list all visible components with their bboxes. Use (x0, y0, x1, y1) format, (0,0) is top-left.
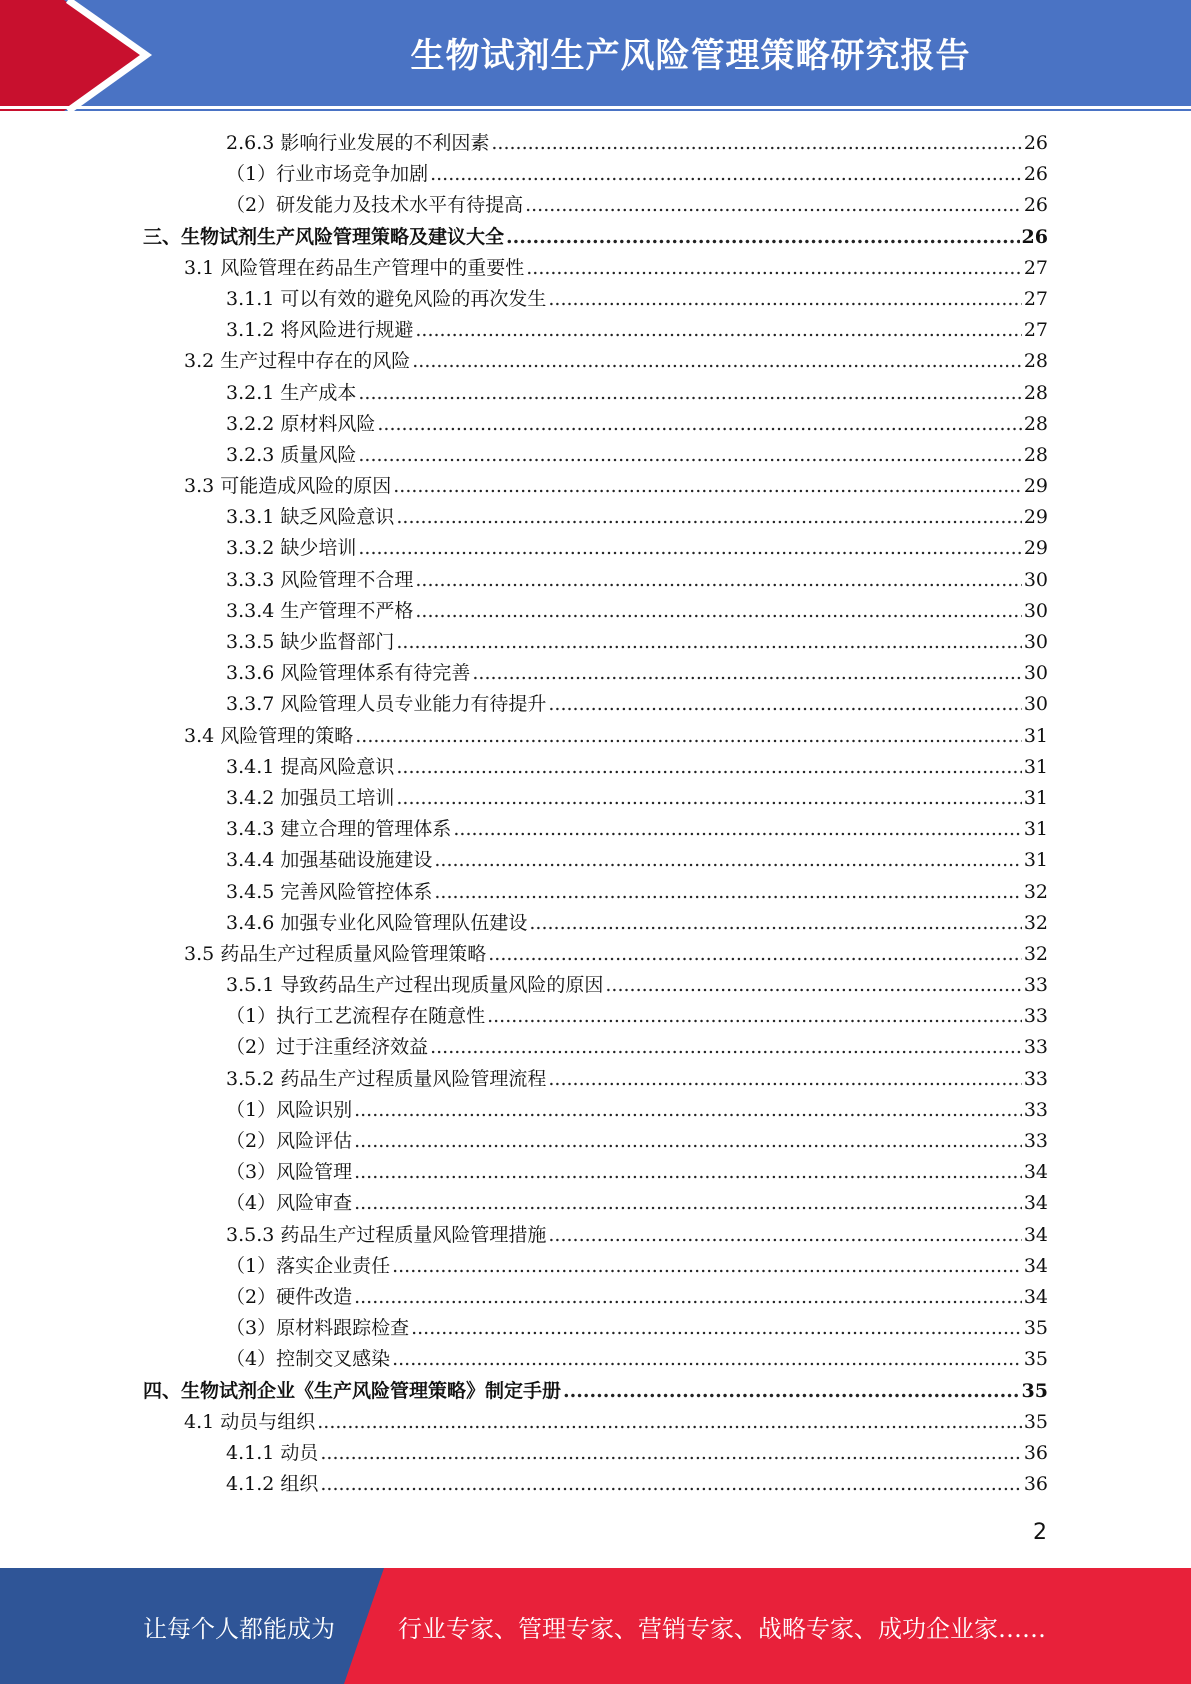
toc-entry[interactable] (143, 409, 1048, 440)
toc-entry-page: 32 (1023, 880, 1048, 903)
toc-entry-title: 组织 (280, 1473, 319, 1496)
toc-dot-leader (548, 284, 1021, 315)
toc-entry-page: 34 (1023, 1223, 1048, 1246)
toc-entry-title: （1）执行工艺流程存在随意性 (226, 1005, 486, 1028)
toc-entry-page: 30 (1023, 631, 1048, 653)
toc-entry-page: 26 (1023, 132, 1048, 154)
toc-dot-leader (393, 471, 1022, 502)
toc-entry[interactable] (143, 315, 1048, 346)
toc-entry-number: 3.4.1 (226, 755, 275, 778)
toc-entry-page: 28 (1023, 350, 1048, 373)
toc-entry[interactable] (143, 346, 1048, 377)
toc-entry-title: 完善风险管控体系 (280, 880, 433, 903)
toc-entry-page: 31 (1023, 755, 1048, 778)
toc-entry[interactable] (143, 877, 1048, 908)
footer-slogan-left: 让每个人都能成为 (143, 1614, 335, 1643)
toc-entry[interactable] (143, 128, 1048, 159)
toc-entry-page: 29 (1023, 475, 1048, 498)
toc-entry[interactable] (143, 440, 1048, 471)
toc-dot-leader (355, 721, 1022, 752)
toc-entry[interactable] (143, 1064, 1048, 1095)
toc-dot-leader (525, 190, 1022, 221)
toc-entry[interactable] (143, 721, 1048, 752)
toc-entry-number: 3.4.4 (226, 849, 275, 872)
toc-dot-leader (434, 845, 1021, 876)
toc-dot-leader (415, 565, 1021, 596)
toc-entry-title: 动员与组织 (220, 1410, 316, 1433)
toc-entry-page: 27 (1023, 256, 1048, 279)
toc-entry[interactable] (143, 1126, 1048, 1157)
toc-entry-title: 缺少培训 (280, 537, 357, 560)
toc-entry-title: 原材料风险 (280, 412, 376, 435)
toc-entry-page: 26 (1023, 163, 1048, 186)
toc-entry-number: 3.5 (184, 942, 215, 965)
toc-dot-leader (453, 814, 1021, 845)
toc-entry-title: 提高风险意识 (280, 755, 395, 778)
toc-entry-page: 34 (1023, 1285, 1048, 1308)
toc-entry-number: 3.2.3 (226, 443, 275, 466)
toc-entry-number: 3.3.5 (226, 631, 275, 653)
toc-entry[interactable] (143, 1344, 1048, 1375)
toc-entry-page: 33 (1023, 1098, 1048, 1121)
table-of-contents (143, 128, 1048, 1500)
toc-entry-title: 生产成本 (280, 381, 357, 404)
toc-entry[interactable] (143, 565, 1048, 596)
toc-entry[interactable] (143, 533, 1048, 564)
toc-entry-page: 30 (1023, 662, 1048, 685)
toc-entry-number: 3.1 (184, 256, 215, 279)
toc-entry-page: 34 (1023, 1161, 1048, 1184)
toc-entry-page: 31 (1023, 724, 1048, 747)
toc-entry-number: 2.6.3 (226, 132, 275, 154)
toc-entry-title: 风险管理在药品生产管理中的重要性 (220, 256, 525, 279)
toc-dot-leader (354, 1188, 1022, 1219)
toc-entry-number: 3.5.1 (226, 974, 275, 997)
toc-entry[interactable] (143, 1251, 1048, 1282)
toc-entry-title: 导致药品生产过程出现质量风险的原因 (280, 974, 604, 997)
toc-entry-page: 34 (1023, 1254, 1048, 1277)
toc-entry-title: （2）风险评估 (226, 1130, 353, 1152)
toc-entry-title: 风险管理不合理 (280, 568, 414, 591)
toc-dot-leader (430, 1032, 1022, 1063)
toc-dot-leader (396, 752, 1021, 783)
toc-entry[interactable] (143, 596, 1048, 627)
toc-entry-page: 35 (1023, 1410, 1048, 1433)
toc-dot-leader (358, 440, 1021, 471)
toc-entry[interactable] (143, 253, 1048, 284)
toc-dot-leader (396, 502, 1021, 533)
toc-dot-leader (354, 1282, 1022, 1313)
toc-dot-leader (358, 378, 1021, 409)
toc-dot-leader (548, 1220, 1021, 1251)
toc-entry[interactable] (143, 1095, 1048, 1126)
toc-dot-leader (563, 1376, 1020, 1407)
toc-entry-page: 30 (1023, 693, 1048, 716)
toc-entry-title: （2）过于注重经济效益 (226, 1036, 429, 1059)
toc-entry-title: 质量风险 (280, 443, 357, 466)
toc-entry-title: 动员 (280, 1441, 319, 1464)
toc-entry[interactable] (143, 1282, 1048, 1313)
toc-entry-page: 33 (1023, 1130, 1048, 1152)
toc-entry-page: 31 (1023, 786, 1048, 809)
toc-entry[interactable] (143, 1376, 1048, 1407)
toc-entry-page: 32 (1023, 942, 1048, 965)
toc-dot-leader (396, 627, 1021, 658)
toc-dot-leader (472, 658, 1021, 689)
toc-entry[interactable] (143, 378, 1048, 409)
toc-dot-leader (526, 253, 1022, 284)
toc-entry[interactable] (143, 1157, 1048, 1188)
toc-entry[interactable] (143, 814, 1048, 845)
report-title: 生物试剂生产风险管理策略研究报告 (410, 35, 971, 76)
toc-entry-title: 风险管理的策略 (220, 724, 354, 747)
toc-entry[interactable] (143, 1407, 1048, 1438)
toc-entry-page: 27 (1023, 319, 1048, 342)
toc-entry[interactable] (143, 627, 1048, 658)
toc-entry[interactable] (143, 970, 1048, 1001)
toc-entry-page: 26 (1023, 194, 1048, 217)
toc-entry-page: 34 (1023, 1192, 1048, 1215)
toc-entry-number: 4.1.1 (226, 1441, 275, 1464)
toc-entry-number: 3.1.1 (226, 287, 275, 310)
toc-entry-page: 28 (1023, 443, 1048, 466)
toc-entry-title: （3）原材料跟踪检查 (226, 1317, 410, 1340)
toc-entry[interactable] (143, 1438, 1048, 1469)
toc-entry-title: 建立合理的管理体系 (280, 818, 452, 841)
toc-entry-title: （1）风险识别 (226, 1098, 353, 1121)
toc-entry-title: 药品生产过程质量风险管理策略 (220, 942, 487, 965)
toc-entry-page: 26 (1021, 225, 1048, 248)
toc-entry-title: 生产管理不严格 (280, 599, 414, 622)
toc-entry[interactable] (143, 284, 1048, 315)
toc-entry-page: 36 (1023, 1473, 1048, 1496)
toc-entry-page: 27 (1023, 287, 1048, 310)
toc-entry-title: 缺少监督部门 (280, 631, 395, 653)
toc-entry-number: 3.3.1 (226, 506, 275, 529)
page-number: 2 (1033, 1520, 1047, 1545)
toc-entry-title: 生产过程中存在的风险 (220, 350, 411, 373)
toc-entry-title: 加强员工培训 (280, 786, 395, 809)
toc-entry-title: 风险管理体系有待完善 (280, 662, 471, 685)
toc-entry-page: 33 (1023, 1005, 1048, 1028)
toc-entry-title: 加强基础设施建设 (280, 849, 433, 872)
toc-dot-leader (415, 596, 1021, 627)
toc-dot-leader (488, 939, 1022, 970)
toc-entry[interactable] (143, 471, 1048, 502)
toc-entry[interactable] (143, 939, 1048, 970)
toc-entry-title: 四、生物试剂企业《生产风险管理策略》制定手册 (143, 1379, 562, 1402)
toc-entry-title: 药品生产过程质量风险管理流程 (280, 1067, 547, 1090)
toc-dot-leader (529, 908, 1021, 939)
toc-entry-title: 影响行业发展的不利因素 (280, 132, 490, 154)
toc-entry-number: 3.2 (184, 350, 215, 373)
toc-entry-number: 3.5.3 (226, 1223, 275, 1246)
toc-entry[interactable] (143, 502, 1048, 533)
toc-entry-page: 35 (1023, 1348, 1048, 1371)
toc-entry[interactable] (143, 1220, 1048, 1251)
toc-dot-leader (605, 970, 1021, 1001)
toc-entry-title: （2）研发能力及技术水平有待提高 (226, 194, 524, 217)
toc-entry[interactable] (143, 1469, 1048, 1500)
toc-entry[interactable] (143, 908, 1048, 939)
footer-slogan-right: 行业专家、管理专家、营销专家、战略专家、成功企业家…… (398, 1614, 1046, 1643)
toc-dot-leader (548, 689, 1021, 720)
toc-entry-number: 3.1.2 (226, 319, 275, 342)
toc-entry[interactable] (143, 752, 1048, 783)
toc-entry-page: 31 (1023, 818, 1048, 841)
toc-entry[interactable] (143, 159, 1048, 190)
toc-entry-page: 30 (1023, 568, 1048, 591)
toc-entry-title: （3）风险管理 (226, 1161, 353, 1184)
toc-entry-title: 缺乏风险意识 (280, 506, 395, 529)
toc-dot-leader (491, 128, 1021, 159)
toc-entry-page: 32 (1023, 911, 1048, 934)
toc-entry-number: 3.2.1 (226, 381, 275, 404)
toc-entry[interactable] (143, 222, 1048, 253)
toc-entry-title: （1）落实企业责任 (226, 1254, 391, 1277)
toc-entry-page: 30 (1023, 599, 1048, 622)
toc-entry-title: （4）风险审查 (226, 1192, 353, 1215)
toc-entry-page: 35 (1021, 1379, 1048, 1402)
toc-dot-leader (506, 222, 1020, 253)
toc-entry-title: 三、生物试剂生产风险管理策略及建议大全 (143, 225, 505, 248)
toc-dot-leader (412, 346, 1022, 377)
toc-dot-leader (354, 1157, 1022, 1188)
toc-entry[interactable] (143, 1313, 1048, 1344)
toc-entry[interactable] (143, 190, 1048, 221)
toc-dot-leader (392, 1344, 1022, 1375)
toc-entry-number: 3.4.5 (226, 880, 275, 903)
toc-dot-leader (317, 1407, 1022, 1438)
toc-entry-page: 33 (1023, 974, 1048, 997)
toc-entry[interactable] (143, 1032, 1048, 1063)
toc-entry-page: 33 (1023, 1067, 1048, 1090)
toc-entry-number: 3.4.2 (226, 786, 275, 809)
toc-dot-leader (354, 1095, 1022, 1126)
toc-entry-page: 35 (1023, 1317, 1048, 1340)
toc-entry-page: 29 (1023, 506, 1048, 529)
toc-entry-page: 29 (1023, 537, 1048, 560)
toc-entry-number: 3.3 (184, 475, 215, 498)
toc-dot-leader (396, 783, 1021, 814)
toc-entry-number: 4.1 (184, 1410, 215, 1433)
toc-entry-number: 3.3.7 (226, 693, 275, 716)
toc-dot-leader (358, 533, 1021, 564)
toc-entry-page: 28 (1023, 381, 1048, 404)
toc-dot-leader (434, 877, 1021, 908)
toc-entry-title: 将风险进行规避 (280, 319, 414, 342)
toc-dot-leader (320, 1438, 1021, 1469)
toc-dot-leader (411, 1313, 1022, 1344)
toc-dot-leader (430, 159, 1022, 190)
toc-entry-number: 3.3.4 (226, 599, 275, 622)
toc-dot-leader (354, 1126, 1022, 1157)
toc-entry-title: 可以有效的避免风险的再次发生 (280, 287, 547, 310)
toc-entry-number: 3.2.2 (226, 412, 275, 435)
toc-entry[interactable] (143, 658, 1048, 689)
toc-entry[interactable] (143, 1001, 1048, 1032)
toc-entry-title: 可能造成风险的原因 (220, 475, 392, 498)
page-header (0, 0, 1191, 111)
toc-entry-number: 3.4.6 (226, 911, 275, 934)
header-arrow-decoration (0, 0, 180, 111)
toc-entry-number: 4.1.2 (226, 1473, 275, 1496)
toc-dot-leader (548, 1064, 1021, 1095)
toc-dot-leader (415, 315, 1021, 346)
toc-entry-number: 3.3.6 (226, 662, 275, 685)
toc-entry-page: 33 (1023, 1036, 1048, 1059)
toc-entry-number: 3.4 (184, 724, 215, 747)
toc-entry-title: （2）硬件改造 (226, 1285, 353, 1308)
page-footer (0, 1568, 1191, 1684)
toc-dot-leader (487, 1001, 1022, 1032)
toc-entry-number: 3.3.3 (226, 568, 275, 591)
toc-dot-leader (320, 1469, 1021, 1500)
toc-entry-page: 28 (1023, 412, 1048, 435)
toc-entry-number: 3.3.2 (226, 537, 275, 560)
toc-entry-title: 加强专业化风险管理队伍建设 (280, 911, 528, 934)
toc-entry-title: 风险管理人员专业能力有待提升 (280, 693, 547, 716)
toc-entry-title: （4）控制交叉感染 (226, 1348, 391, 1371)
toc-dot-leader (377, 409, 1021, 440)
toc-entry-number: 3.5.2 (226, 1067, 275, 1090)
toc-entry[interactable] (143, 1188, 1048, 1219)
toc-entry-number: 3.4.3 (226, 818, 275, 841)
toc-entry-page: 31 (1023, 849, 1048, 872)
toc-dot-leader (392, 1251, 1022, 1282)
toc-entry[interactable] (143, 689, 1048, 720)
toc-entry-title: （1）行业市场竞争加剧 (226, 163, 429, 186)
toc-entry[interactable] (143, 845, 1048, 876)
toc-entry[interactable] (143, 783, 1048, 814)
toc-entry-title: 药品生产过程质量风险管理措施 (280, 1223, 547, 1246)
toc-entry-page: 36 (1023, 1441, 1048, 1464)
header-divider (0, 106, 1191, 109)
